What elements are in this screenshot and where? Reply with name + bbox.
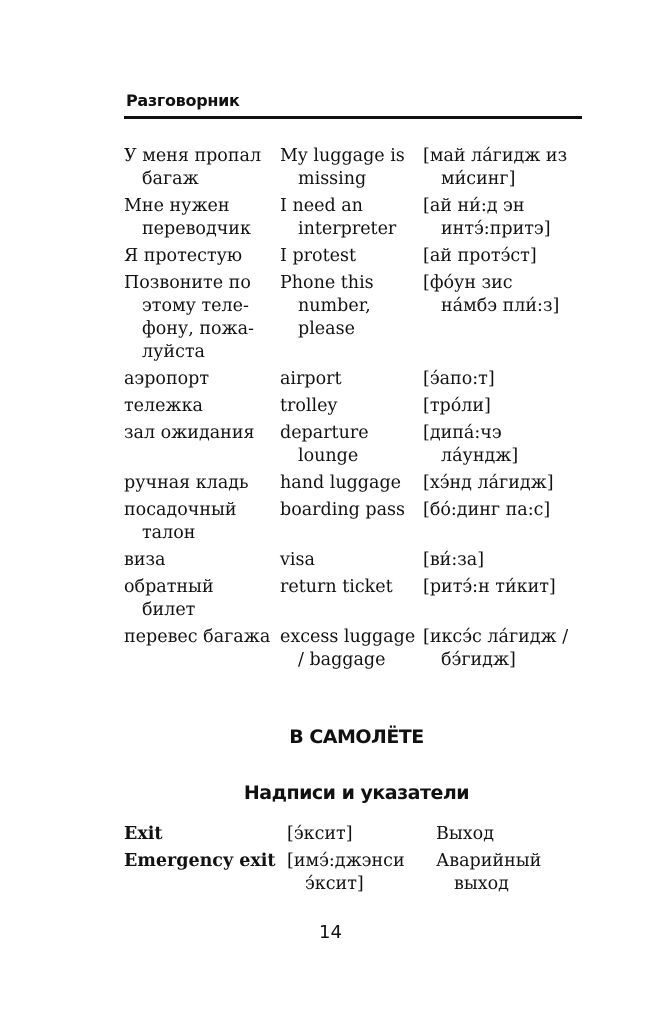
phrase-transcription: [ви́:за] xyxy=(423,550,485,570)
phrase-ru: зал ожидания xyxy=(124,423,255,443)
phrase-ru: обратный билет xyxy=(124,577,214,620)
phrase-en: visa xyxy=(280,550,315,570)
sign-row xyxy=(124,850,584,896)
phrase-en: boarding pass xyxy=(280,500,405,520)
phrase-ru: У меня пропал багаж xyxy=(124,146,262,189)
phrase-ru: Позвоните по этому теле- фону, пожа- луйста xyxy=(124,273,254,362)
phrase-ru: ручная кладь xyxy=(124,473,249,493)
phrase-ru: перевес багажа xyxy=(124,627,271,647)
phrase-transcription: [дипа́:чэ ла́ундж] xyxy=(423,423,519,466)
sign-row xyxy=(124,823,584,846)
phrase-row xyxy=(124,145,584,191)
section-subtitle: Надписи и указатели xyxy=(243,782,470,804)
sign-transcription: [имэ́:джэнси э́ксит] xyxy=(287,851,405,894)
phrase-transcription: [хэ́нд ла́гидж] xyxy=(423,473,554,493)
header-rule xyxy=(124,116,582,119)
phrase-row xyxy=(124,368,584,391)
phrase-ru: посадочный талон xyxy=(124,500,237,543)
phrase-transcription: [ай ни́:д эн интэ́:притэ] xyxy=(423,196,551,239)
phrase-en: trolley xyxy=(280,396,338,416)
phrase-en: hand luggage xyxy=(280,473,402,493)
section-title: В САМОЛЁТЕ xyxy=(289,726,424,748)
sign-en: Exit xyxy=(124,824,163,844)
page-number: 14 xyxy=(319,922,342,943)
phrase-transcription: [иксэ́с ла́гидж / бэ́гидж] xyxy=(423,627,569,670)
sign-ru: Аварийный выход xyxy=(436,851,542,894)
phrase-ru: Я протестую xyxy=(124,246,243,266)
phrase-row xyxy=(124,272,584,364)
phrase-transcription: [ритэ́:н ти́кит] xyxy=(423,577,556,597)
sign-en: Emergency exit xyxy=(124,851,276,871)
sign-ru: Выход xyxy=(436,824,494,844)
running-title: Разговорник xyxy=(126,91,240,110)
phrase-row xyxy=(124,576,584,622)
phrase-en: departure lounge xyxy=(280,423,369,466)
phrase-row xyxy=(124,245,584,268)
phrase-transcription: [ай протэ́ст] xyxy=(423,246,537,266)
phrase-en: return ticket xyxy=(280,577,393,597)
phrase-row xyxy=(124,422,584,468)
phrase-transcription: [май ла́гидж из ми́синг] xyxy=(423,146,568,189)
phrase-row xyxy=(124,549,584,572)
phrase-row xyxy=(124,395,584,418)
phrase-row xyxy=(124,195,584,241)
phrase-ru: аэропорт xyxy=(124,369,210,389)
phrase-ru: тележка xyxy=(124,396,203,416)
phrase-transcription: [бо́:динг па:с] xyxy=(423,500,551,520)
phrase-row xyxy=(124,626,584,672)
phrase-transcription: [тро́ли] xyxy=(423,396,491,416)
phrase-row xyxy=(124,472,584,495)
phrase-en: airport xyxy=(280,369,342,389)
phrase-transcription: [фо́ун зис на́мбэ пли́:з] xyxy=(423,273,560,316)
phrase-table xyxy=(124,145,584,676)
phrase-en: I protest xyxy=(280,246,356,266)
sign-transcription: [э́ксит] xyxy=(287,824,353,844)
phrase-en: excess luggage / baggage xyxy=(280,627,416,670)
phrase-en: My luggage is missing xyxy=(280,146,405,189)
phrase-ru: виза xyxy=(124,550,166,570)
phrase-row xyxy=(124,499,584,545)
phrase-en: I need an interpreter xyxy=(280,196,397,239)
signs-table xyxy=(124,823,584,900)
phrase-transcription: [э́апо:т] xyxy=(423,369,495,389)
phrase-en: Phone this number, please xyxy=(280,273,374,339)
phrase-ru: Мне нужен переводчик xyxy=(124,196,251,239)
